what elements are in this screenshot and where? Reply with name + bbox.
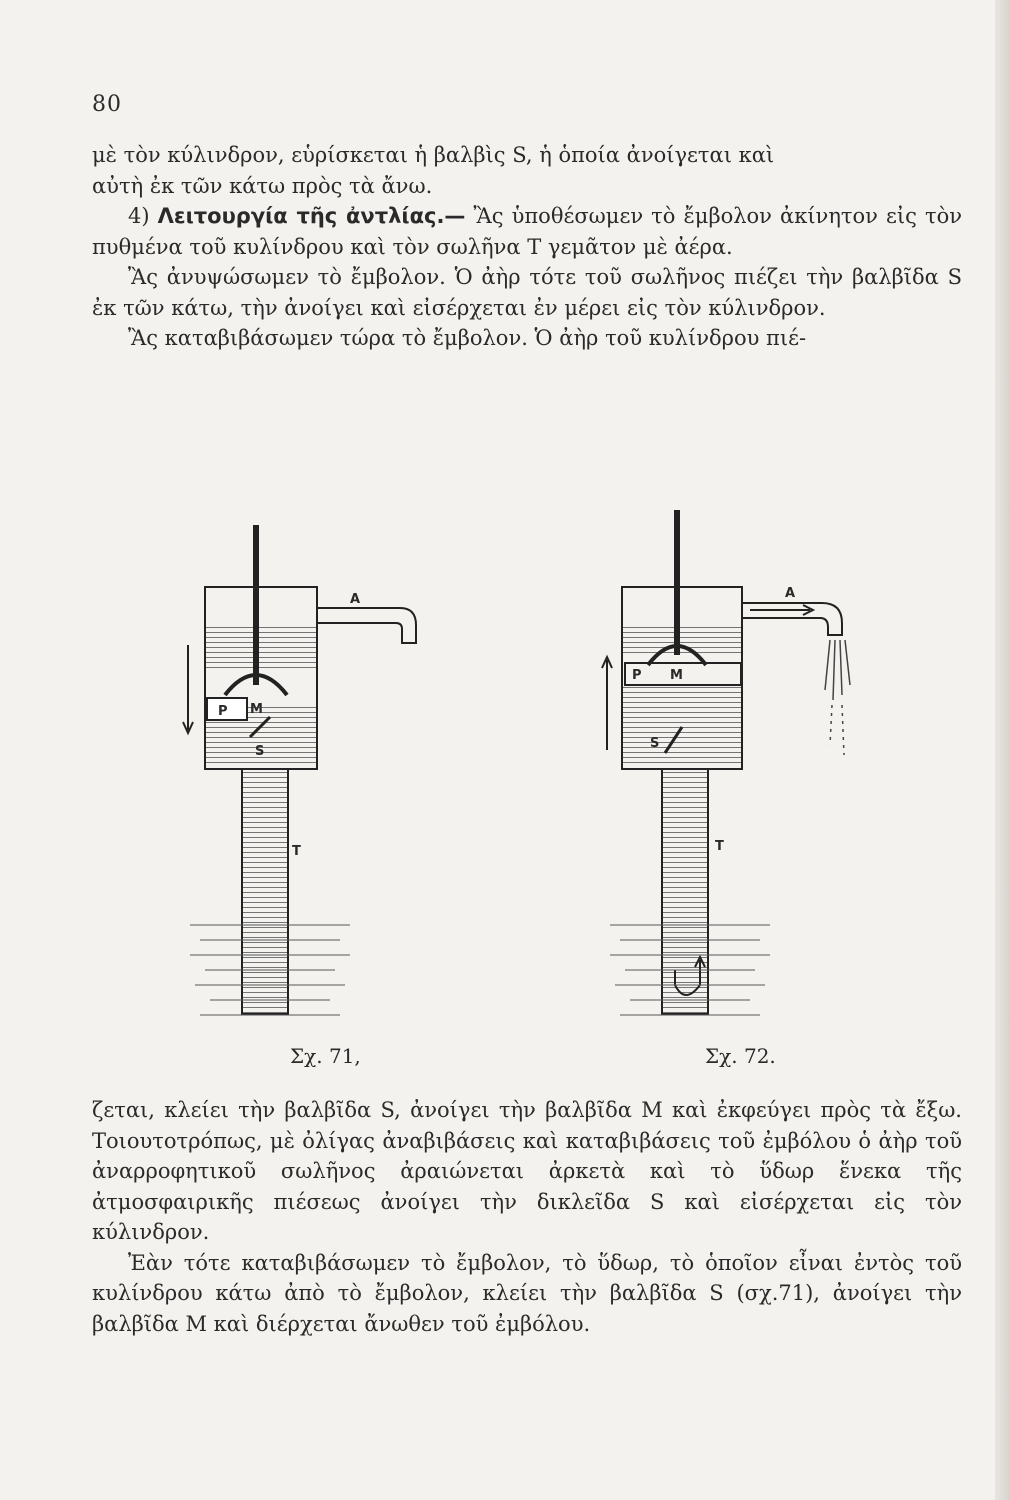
piston-block (625, 663, 741, 685)
section-number: 4) (128, 204, 150, 228)
label-M: M (670, 668, 683, 683)
figures-svg (170, 505, 870, 1080)
figure-72 (602, 510, 850, 1068)
page-edge (995, 0, 1009, 1500)
figure-71 (183, 525, 416, 1068)
water-lower (623, 685, 741, 767)
water-jet (825, 640, 850, 755)
lower-text (92, 1095, 962, 1339)
paragraph: Ἂς ἀνυψώσωμεν τὸ ἔμβολον. Ὁ ἀὴρ τότε τοῦ σωλῆνος πιέζει τὴν βαλβῖδα S ἐκ τῶν κάτω, τὴν ἀνοίγει καὶ εἰσέρχεται ἐν μέρει εἰς τὸν κύλινδρον. (92, 265, 962, 320)
paragraph: Ἂς καταβιβάσωμεν τώρα τὸ ἔμβολον. Ὁ ἀὴρ τοῦ κυλίνδρου πιέ- (128, 326, 807, 350)
paragraph-text: Ἂς ὑποθέσωμεν τὸ ἔμβολον ἀκίνητον εἰς τὸν πυθμένα τοῦ κυλίνδρου καὶ τὸν σωλῆνα Τ γεμᾶτον μὲ ἀέρα. (92, 204, 962, 259)
piston-rod (674, 510, 680, 655)
section-heading: Λειτουργία τῆς ἀντλίας.— (157, 204, 466, 228)
spout (742, 603, 842, 635)
piston-rod (253, 525, 259, 685)
label-S: S (255, 744, 265, 759)
label-M: M (250, 702, 263, 717)
paragraph: ζεται, κλείει τὴν βαλβῖδα S, ἀνοίγει τὴν βαλβῖδα Μ καὶ ἐκφεύγει πρὸς τὰ ἔξω. Τοιουτοτρόπως, μὲ ὀλίγας ἀναβιβάσεις καὶ καταβιβάσεις τοῦ ἐμβόλου ὁ ἀὴρ τοῦ ἀναρροφητικοῦ σωλῆνος ἀραιώνεται ἀρκετὰ καὶ τὸ ὕδωρ ἕνεκα τῆς ἀτμοσφαιρικῆς πιέσεως ἀνοίγει τὴν δικλεῖδα S καὶ εἰσέρχεται εἰς τὸν κύλινδρον. (92, 1098, 962, 1244)
spout (317, 608, 416, 643)
caption-fig71: Σχ. 71, (290, 1044, 361, 1068)
section-paragraph (92, 201, 962, 262)
label-A: A (350, 592, 361, 607)
label-P: P (218, 704, 228, 719)
text-line: μὲ τὸν κύλινδρον, εὑρίσκεται ἡ βαλβὶς S, ἡ ὁποία ἀνοίγεται καὶ (92, 143, 775, 167)
water-upper (206, 627, 316, 672)
paragraph: Ἐὰν τότε καταβιβάσωμεν τὸ ἔμβολον, τὸ ὕδωρ, τὸ ὁποῖον εἶναι ἐντὸς τοῦ κυλίνδρου κάτω ἀπὸ τὸ ἔμβολον, κλείει τὴν βαλβῖδα S (σχ.71), ἀνοίγει τὴν βαλβῖδα Μ καὶ διέρχεται ἄνωθεν τοῦ ἐμβόλου. (92, 1250, 962, 1336)
pump-figures (170, 505, 870, 1080)
caption-fig72: Σχ. 72. (705, 1044, 776, 1068)
label-S: S (650, 736, 660, 751)
label-A: A (785, 586, 796, 601)
label-P: P (632, 668, 642, 683)
label-T: T (292, 844, 301, 859)
upper-text (92, 140, 962, 354)
text-line: αὐτὴ ἐκ τῶν κάτω πρὸς τὰ ἄνω. (92, 173, 433, 198)
label-T: T (715, 839, 724, 854)
pipe-T (242, 769, 288, 1014)
page-number: 80 (92, 92, 122, 117)
pipe-T (662, 769, 708, 1014)
water-upper (623, 627, 741, 655)
